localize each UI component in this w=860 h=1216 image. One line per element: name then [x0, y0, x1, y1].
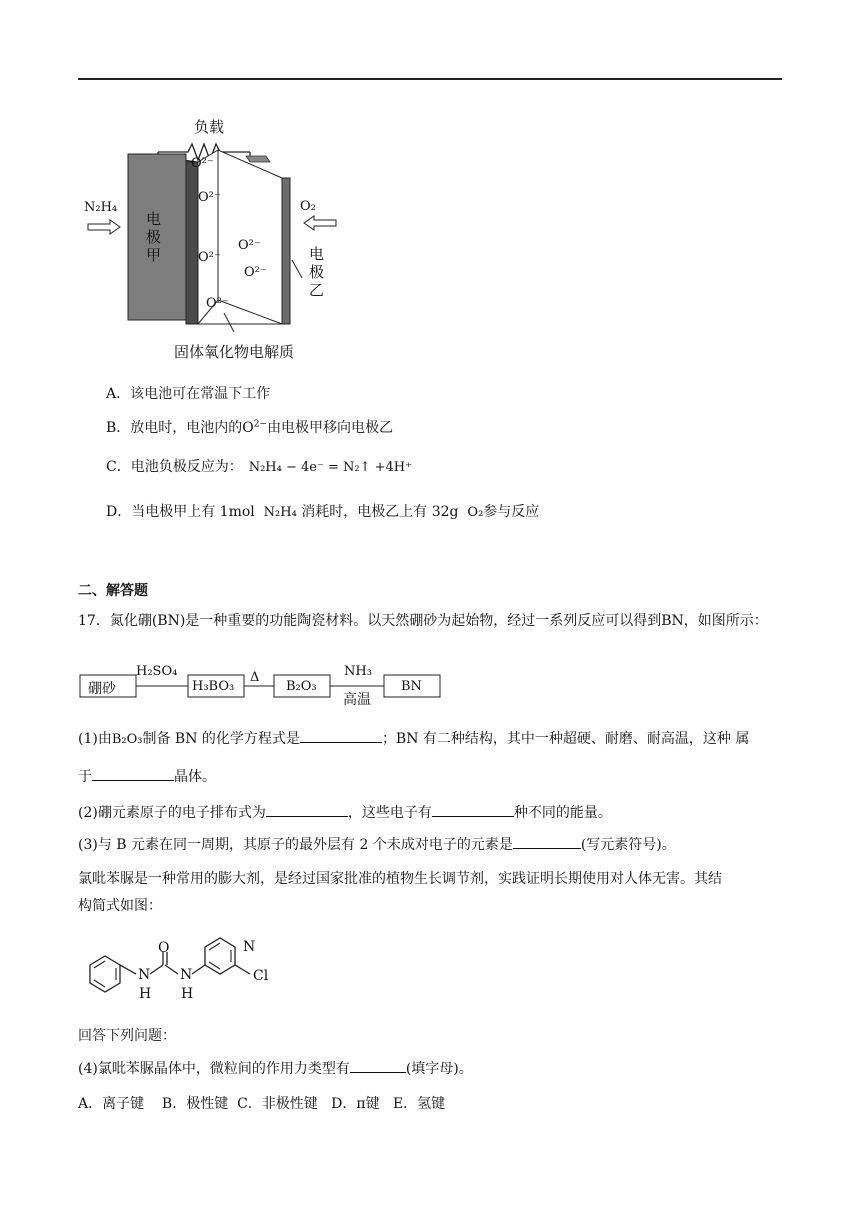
- option-d: D．当电极甲上有 1mol N₂H₄ 消耗时，电极乙上有 32g O₂参与反应: [106, 504, 540, 520]
- atom-n-pyridine: N: [243, 939, 256, 955]
- load-label: 负载: [194, 118, 225, 136]
- answer-blank[interactable]: [432, 804, 514, 817]
- q17-intro: 17．氮化硼(BN)是一种重要的功能陶瓷材料。以天然硼砂为起始物，经过一系列反应可以得到BN，如图所示：: [78, 613, 768, 629]
- atom-n: N: [180, 967, 193, 983]
- answer-blank[interactable]: [92, 768, 174, 781]
- flow-product-1: H₃BO₃: [192, 679, 235, 694]
- section-title: 二、解答题: [78, 583, 148, 599]
- input-o2-label: O₂: [300, 199, 316, 214]
- atom-h: H: [181, 986, 194, 1002]
- q17-part-2: (2)硼元素原子的电子排布式为 ，这些电子有 种不同的能量。: [78, 805, 612, 821]
- q17-part-1: (1)由B₂O₃制备 BN 的化学方程式是 ；BN 有二种结构，其中一种超硬、耐磨、耐高温，这种 属: [78, 731, 750, 747]
- flow-reagent-2: Δ: [250, 670, 260, 685]
- option-c: C．电池负极反应为： N₂H₄ − 4e⁻ = N₂↑ +4H⁺: [106, 459, 412, 475]
- answer-blank[interactable]: [350, 1060, 406, 1073]
- flow-start: 硼砂: [88, 681, 116, 697]
- flow-reagent-1: H₂SO₄: [136, 664, 178, 679]
- ion-label: O²⁻: [238, 238, 261, 253]
- option-b: B．放电时，电池内的$O^{2-}$由电极甲移向电极乙: [106, 419, 394, 436]
- atom-cl: Cl: [253, 968, 269, 984]
- q17-part-1-line2: 于 晶体。: [78, 769, 216, 785]
- electrode-b-char-2: 极: [309, 263, 325, 281]
- answer-prompt: 回答下列问题：: [78, 1028, 176, 1044]
- flow-product-3: BN: [401, 679, 422, 694]
- answer-blank[interactable]: [300, 730, 382, 743]
- option-a: A．该电池可在常温下工作: [106, 386, 271, 402]
- atom-h: H: [139, 986, 152, 1002]
- ion-label: O²⁻: [244, 265, 267, 280]
- atom-o: O: [158, 940, 170, 956]
- electrode-b-char-3: 乙: [309, 281, 325, 299]
- ion-label: O²⁻: [198, 250, 221, 265]
- ion-label: O²⁻: [198, 190, 221, 205]
- answer-blank[interactable]: [266, 804, 348, 817]
- answer-blank[interactable]: [513, 836, 581, 849]
- flow-product-2: B₂O₃: [286, 679, 317, 694]
- electrode-a-char-1: 电: [146, 210, 162, 228]
- flow-reagent-3: NH₃: [344, 664, 372, 679]
- input-n2h4-label: N₂H₄: [84, 200, 118, 215]
- electrode-b-char-1: 电: [309, 245, 325, 263]
- q17-part-3: (3)与 B 元素在同一周期，其原子的最外层有 2 个未成对电子的元素是 (写元素符号)。: [78, 837, 676, 853]
- electrode-a-char-3: 甲: [146, 246, 162, 264]
- atom-n: N: [138, 967, 151, 983]
- battery-diagram: [78, 110, 348, 360]
- ion-label: O²⁻: [206, 296, 229, 311]
- q17-part-4: (4)氯吡苯脲晶体中，微粒间的作用力类型有 (填字母)。: [78, 1061, 473, 1077]
- electrolyte-label: 固体氧化物电解质: [174, 343, 295, 361]
- flow-condition-3: 高温: [343, 692, 371, 708]
- q17-part-4-choices: A．离子键 B．极性键 C．非极性键 D．π键 E．氢键: [78, 1096, 446, 1112]
- electrode-a-char-2: 极: [146, 228, 162, 246]
- q17-paragraph: 氯吡苯脲是一种常用的膨大剂，是经过国家批准的植物生长调节剂，实践证明长期使用对人体无害。其结 构简式如图：: [78, 871, 722, 914]
- header-rule: [78, 78, 782, 80]
- ion-label: O²⁻: [191, 156, 214, 171]
